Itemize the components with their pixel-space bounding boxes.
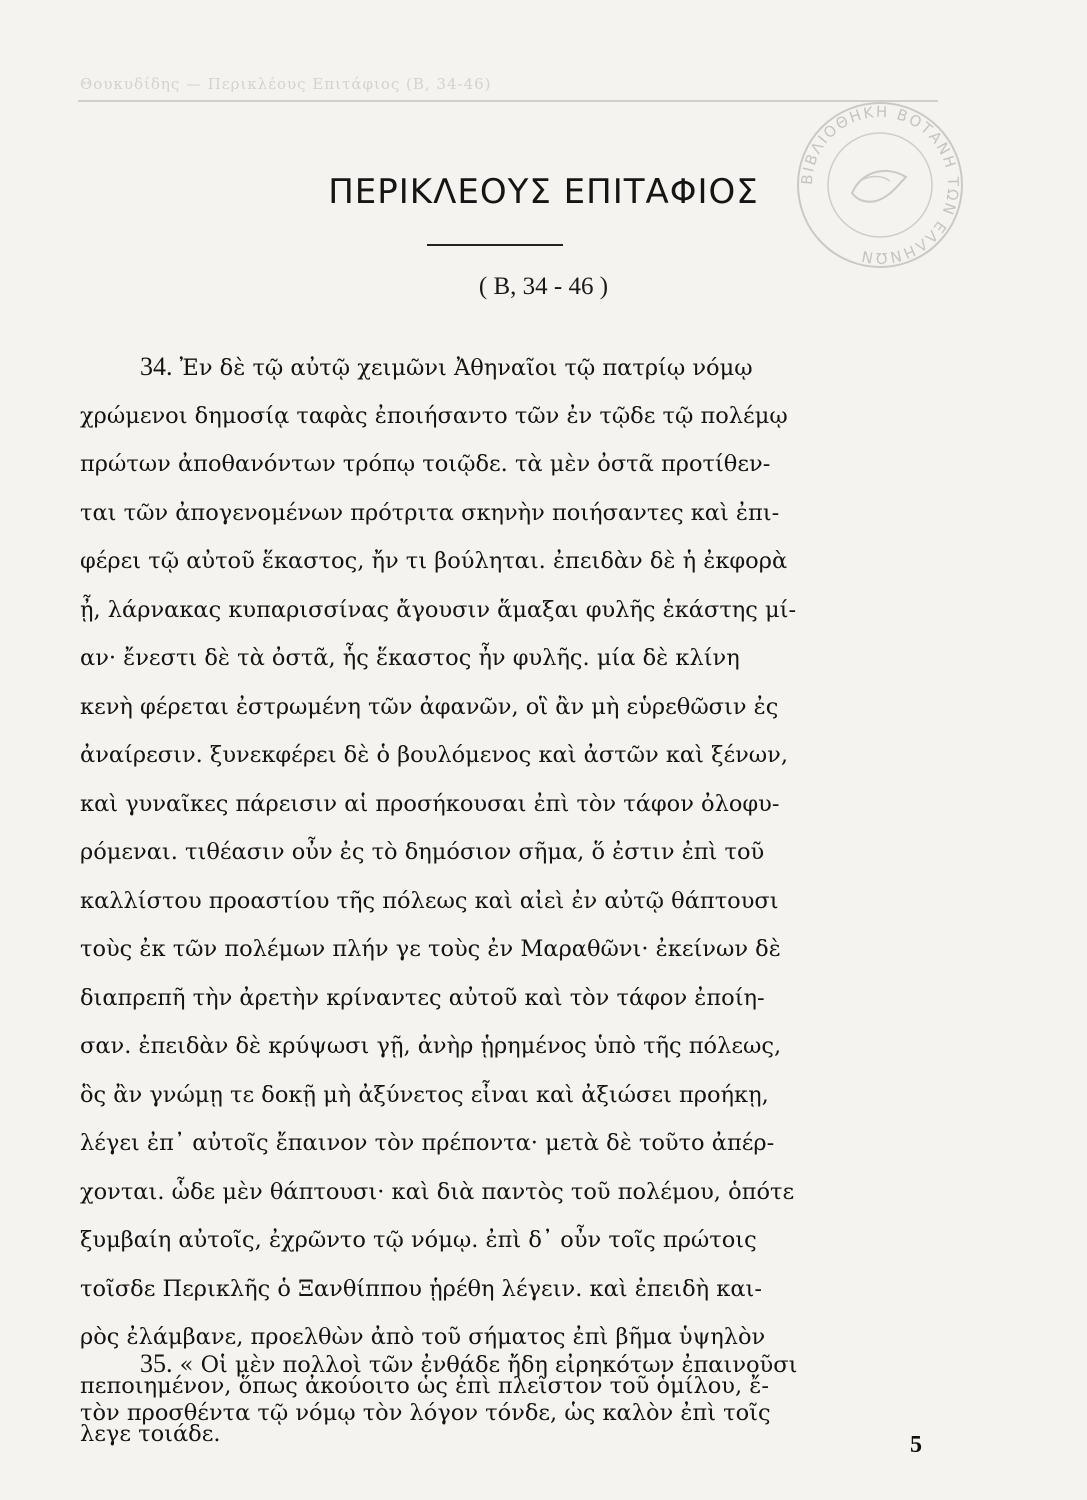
section-35-first-line <box>80 1340 940 1389</box>
chapter-reference: ( Β, 34 - 46 ) <box>478 273 609 300</box>
text-line: διαπρεπῆ τὴν ἀρετὴν κρίναντες αὐτοῦ καὶ τὸν τάφον ἐποίη- <box>80 984 765 1011</box>
text-line: χονται. ὧδε μὲν θάπτουσι· καὶ διὰ παντὸς τοῦ πολέμου, ὁπότε <box>80 1178 795 1205</box>
text-line: ὃς ἂν γνώμῃ τε δοκῇ μὴ ἀξύνετος εἶναι καὶ ἀξιώσει προήκῃ, <box>80 1081 769 1108</box>
text-line: ρὸς ἐλάμβανε, προελθὼν ἀπὸ τοῦ σήματος ἐπὶ βῆμα ὑψηλὸν <box>80 1324 766 1350</box>
text-line: ξυμβαίη αὐτοῖς, ἐχρῶντο τῷ νόμῳ. ἐπὶ δ᾽ οὖν τοῖς πρώτοις <box>80 1227 757 1253</box>
text-line: ρόμεναι. τιθέασιν οὖν ἐς τὸ δημόσιον σῆμα, ὅ ἐστιν ἐπὶ τοῦ <box>80 839 765 865</box>
text-line: τοὺς ἐκ τῶν πολέμων πλήν γε τοὺς ἐν Μαραθῶνι· ἐκείνων δὲ <box>80 936 781 962</box>
text-line: λέγει ἐπ᾽ αὐτοῖς ἔπαινον τὸν πρέποντα· μετὰ δὲ τοῦτο ἀπέρ- <box>80 1130 775 1156</box>
text-line: καὶ γυναῖκες πάρεισιν αἱ προσήκουσαι ἐπὶ τὸν τάφον ὀλοφυ- <box>80 790 780 817</box>
text-line: αν· ἔνεστι δὲ τὰ ὀστᾶ, ἧς ἕκαστος ἦν φυλῆς. μία δὲ κλίνη <box>80 645 740 671</box>
text-line: ἀναίρεσιν. ξυνεκφέρει δὲ ὁ βουλόμενος καὶ ἀστῶν καὶ ξένων, <box>80 742 788 768</box>
section-number: 34. <box>140 352 173 381</box>
text-line: λεγε τοιάδε. <box>80 1421 221 1447</box>
page-number: 5 <box>910 1432 922 1458</box>
text-line: πεποιημένον, ὅπως ἀκούοιτο ὡς ἐπὶ πλεῖστον τοῦ ὁμίλου, ἔ- <box>80 1372 769 1399</box>
paragraph-text: Ἐν δὲ τῷ αὐτῷ χειμῶνι Ἀθηναῖοι τῷ πατρίῳ νόμῳ <box>179 355 753 381</box>
text-line: τοῖσδε Περικλῆς ὁ Ξανθίππου ᾑρέθη λέγειν. καὶ ἐπειδὴ και- <box>80 1275 762 1302</box>
paragraph-text: « Οἱ μὲν πολλοὶ τῶν ἐνθάδε ἤδη εἰρηκότων ἐπαινοῦσι <box>179 1352 798 1378</box>
text-line: χρώμενοι δημοσίᾳ ταφὰς ἐποιήσαντο τῶν ἐν τῷδε τῷ πολέμῳ <box>80 402 788 429</box>
section-34 <box>80 343 940 1459</box>
stamp-text: ΒΙΒΛΙΟΘΗΚΗ ΒΟΤΑΝΗ ΤΩΝ ΕΛΛΗΝΩΝ <box>797 102 963 268</box>
section-35 <box>80 1340 940 1437</box>
text-line: σαν. ἐπειδὰν δὲ κρύψωσι γῇ, ἀνὴρ ᾑρημένος ὑπὸ τῆς πόλεως, <box>80 1033 782 1059</box>
text-line: πρώτων ἀποθανόντων τρόπῳ τοιῷδε. τὰ μὲν ὀστᾶ προτίθεν- <box>80 451 771 477</box>
section-34-body <box>80 392 940 1459</box>
section-number: 35. <box>140 1349 173 1378</box>
text-line: τὸν προσθέντα τῷ νόμῳ τὸν λόγον τόνδε, ὡς καλὸν ἐπὶ τοῖς <box>80 1399 771 1426</box>
title-divider <box>427 244 563 246</box>
text-line: κενὴ φέρεται ἐστρωμένη τῶν ἀφανῶν, οἳ ἂν μὴ εὑρεθῶσιν ἐς <box>80 693 779 720</box>
page-title: ΠΕΡΙΚΛΕΟΥΣ ΕΠΙΤΑΦΙΟΣ <box>328 172 759 212</box>
text-line: καλλίστου προαστίου τῆς πόλεως καὶ αἰεὶ ἐν αὐτῷ θάπτουσι <box>80 887 779 914</box>
text-line: φέρει τῷ αὐτοῦ ἕκαστος, ἤν τι βούληται. ἐπειδὰν δὲ ἡ ἐκφορὰ <box>80 548 788 574</box>
bleed-through-header: Θουκυδίδης — Περικλέους Επιτάφιος (Β, 34-46) <box>80 75 492 93</box>
text-line: ᾖ, λάρνακας κυπαρισσίνας ἄγουσιν ἅμαξαι φυλῆς ἑκάστης μί- <box>80 596 797 623</box>
section-34-first-line <box>80 343 940 392</box>
text-line: ται τῶν ἀπογενομένων πρότριτα σκηνὴν ποιήσαντες καὶ ἐπι- <box>80 499 780 526</box>
